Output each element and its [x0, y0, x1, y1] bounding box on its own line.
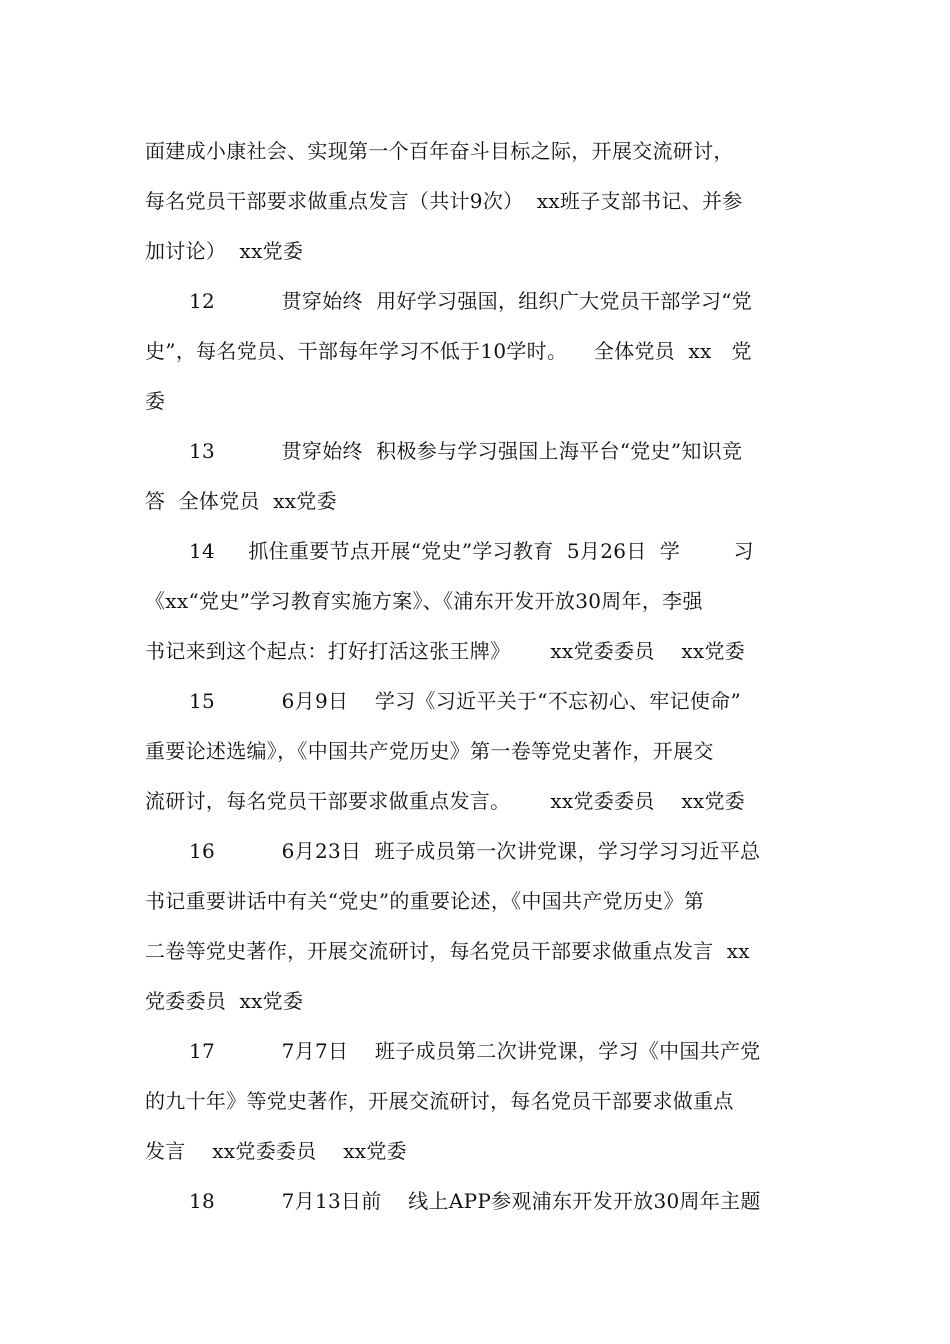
text-line: 党委委员 xx党委	[145, 989, 304, 1013]
text-line: 16 6月23日 班子成员第一次讲党课，学习学习习近平总	[189, 839, 761, 863]
text-line: 二卷等党史著作，开展交流研讨，每名党员干部要求做重点发言 xx	[145, 939, 750, 963]
text-line: 答 全体党员 xx党委	[145, 489, 337, 513]
text-line: 书记来到这个起点：打好打活这张王牌》 xx党委委员 xx党委	[145, 639, 746, 663]
text-line: 13 贯穿始终 积极参与学习强国上海平台“党史”知识竞	[189, 439, 743, 463]
text-line: 重要论述选编》，《中国共产党历史》第一卷等党史著作，开展交	[145, 739, 714, 763]
text-line: 书记重要讲话中有关“党史”的重要论述，《中国共产党历史》第	[145, 889, 705, 913]
text-line: 流研讨，每名党员干部要求做重点发言。 xx党委委员 xx党委	[145, 789, 746, 813]
text-line: 每名党员干部要求做重点发言（共计9次） xx班子支部书记、并参	[145, 189, 743, 213]
text-line: 发言 xx党委委员 xx党委	[145, 1139, 407, 1163]
text-line: 委	[145, 389, 166, 413]
text-line: 17 7月7日 班子成员第二次讲党课，学习《中国共产党	[189, 1039, 761, 1063]
text-line: 面建成小康社会、实现第一个百年奋斗目标之际，开展交流研讨，	[145, 139, 734, 163]
text-line: 14 抓住重要节点开展“党史”学习教育 5月26日 学 习	[189, 539, 754, 563]
text-line: 加讨论） xx党委	[145, 239, 304, 263]
text-line: 的九十年》等党史著作，开展交流研讨，每名党员干部要求做重点	[145, 1089, 734, 1113]
text-line: 《xx“党史”学习教育实施方案》、《浦东开发开放30周年，李强	[145, 589, 703, 613]
text-line: 15 6月9日 学习《习近平关于“不忘初心、牢记使命”	[189, 689, 742, 713]
text-line: 12 贯穿始终 用好学习强国，组织广大党员干部学习“党	[189, 289, 753, 313]
document-body	[145, 126, 807, 1226]
text-line: 18 7月13日前 线上APP参观浦东开发开放30周年主题	[189, 1189, 761, 1213]
text-line: 史”，每名党员、干部每年学习不低于10学时。 全体党员 xx 党	[145, 339, 752, 363]
